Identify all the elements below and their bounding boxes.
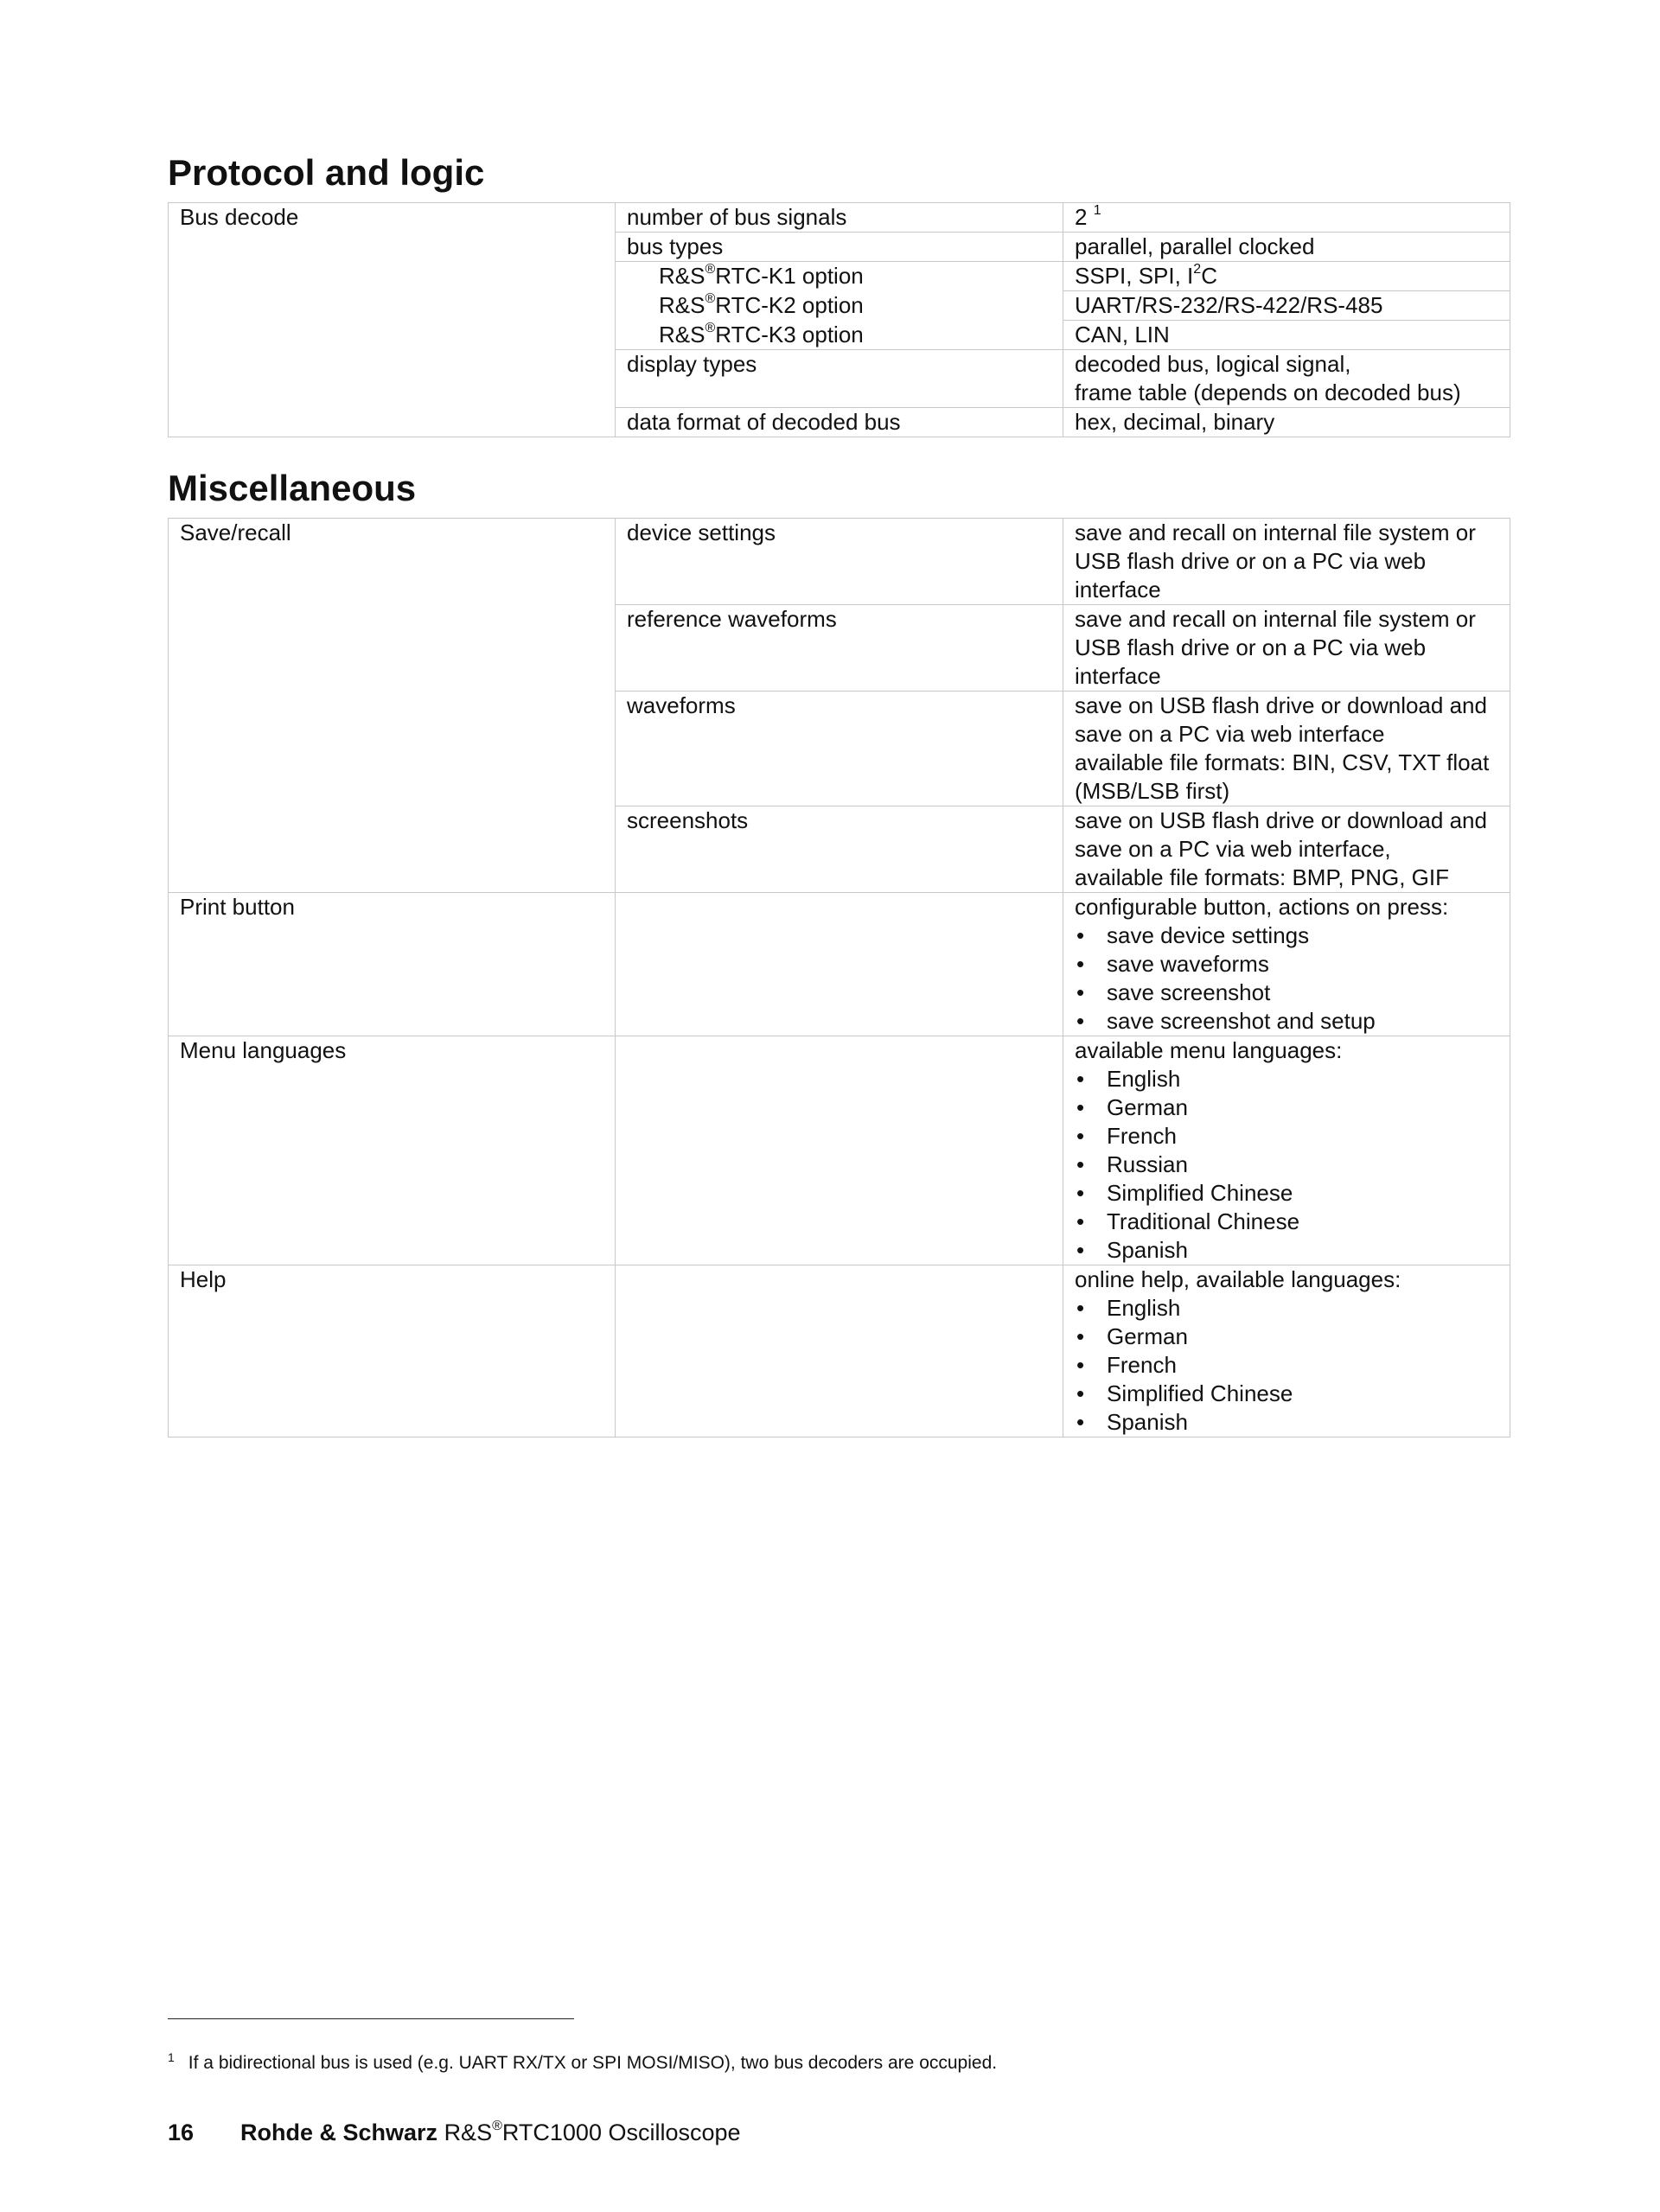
menu-languages-label: Menu languages [169, 1036, 616, 1265]
list-item: • German [1076, 1323, 1188, 1349]
k2-option-value: UART/RS-232/RS-422/RS-485 [1063, 291, 1510, 321]
footnote-number: 1 [168, 2050, 175, 2064]
print-button-list [1075, 921, 1499, 1036]
screenshots-label: screenshots [616, 806, 1063, 893]
menu-languages-list [1075, 1065, 1499, 1265]
list-item: • save device settings [1076, 922, 1310, 948]
list-item: • Simplified Chinese [1076, 1180, 1293, 1206]
list-item: • English [1076, 1295, 1181, 1321]
reference-waveforms-label: reference waveforms [616, 605, 1063, 692]
list-item: • English [1076, 1066, 1181, 1092]
k3-option-label: R&S®RTC-K3 option [616, 321, 1063, 350]
screenshots-value: save on USB flash drive or download and save on a PC via web interface, available file formats: BMP, PNG, GIF [1063, 806, 1510, 893]
list-item: • Spanish [1076, 1409, 1188, 1435]
misc-table [168, 518, 1510, 1437]
list-item: • save screenshot and setup [1076, 1008, 1376, 1034]
device-settings-value: save and recall on internal file system or USB flash drive or on a PC via web interface [1063, 519, 1510, 605]
device-settings-label: device settings [616, 519, 1063, 605]
bus-types-value: parallel, parallel clocked [1063, 233, 1510, 262]
protocol-table [168, 202, 1510, 437]
section-heading-misc: Miscellaneous [168, 468, 417, 508]
data-format-label: data format of decoded bus [616, 408, 1063, 437]
page-footer [168, 2118, 741, 2147]
empty-cell [616, 1265, 1063, 1437]
bus-decode-label: Bus decode [169, 203, 616, 437]
footnote-ref: 1 [1093, 203, 1101, 219]
list-item: • Russian [1076, 1151, 1188, 1177]
print-button-value: configurable button, actions on press: • save device settings • save waveforms • save screenshot • save screenshot and setup [1063, 893, 1510, 1036]
list-item: • save waveforms [1076, 951, 1269, 977]
k1-option-value: SSPI, SPI, $I^2C$ [1063, 262, 1510, 291]
list-item: • save screenshot [1076, 979, 1271, 1005]
print-button-label: Print button [169, 893, 616, 1036]
data-format-value: hex, decimal, binary [1063, 408, 1510, 437]
list-item: • Traditional Chinese [1076, 1208, 1300, 1234]
display-types-value: decoded bus, logical signal, frame table (depends on decoded bus) [1063, 350, 1510, 408]
footnote [168, 2052, 997, 2075]
list-item: • Spanish [1076, 1237, 1188, 1263]
num-bus-signals-label: number of bus signals [616, 203, 1063, 233]
display-types-label: display types [616, 350, 1063, 408]
save-recall-label: Save/recall [169, 519, 616, 893]
footnote-text: If a bidirectional bus is used (e.g. UART RX/TX or SPI MOSI/MISO), two bus decoders are occupied. [188, 2053, 998, 2073]
list-item: • French [1076, 1123, 1177, 1149]
menu-languages-value: available menu languages: • English • German • French • Russian • Simplified Chinese • Traditional Chinese • Spanish [1063, 1036, 1510, 1265]
k3-option-value: CAN, LIN [1063, 321, 1510, 350]
page-number: 16 [168, 2120, 195, 2145]
num-bus-signals-value: 2 $^1$ [1063, 203, 1510, 233]
help-label: Help [169, 1265, 616, 1437]
empty-cell [616, 1036, 1063, 1265]
empty-cell [616, 893, 1063, 1036]
reference-waveforms-value: save and recall on internal file system or USB flash drive or on a PC via web interface [1063, 605, 1510, 692]
waveforms-label: waveforms [616, 692, 1063, 806]
k1-option-label: R&S®RTC-K1 option [616, 262, 1063, 291]
footer-brand: Rohde & Schwarz [240, 2120, 438, 2145]
help-value: online help, available languages: • English • German • French • Simplified Chinese • Spanish [1063, 1265, 1510, 1437]
footer-product: R&S®RTC1000 Oscilloscope [444, 2119, 741, 2145]
help-languages-list [1075, 1294, 1499, 1437]
waveforms-value: save on USB flash drive or download and save on a PC via web interface available file formats: BIN, CSV, TXT float (MSB/LSB first) [1063, 692, 1510, 806]
bus-types-label: bus types [616, 233, 1063, 262]
k2-option-label: R&S®RTC-K2 option [616, 291, 1063, 321]
footnote-divider [168, 2018, 574, 2019]
list-item: • German [1076, 1094, 1188, 1120]
list-item: • Simplified Chinese [1076, 1380, 1293, 1406]
section-heading-protocol: Protocol and logic [168, 152, 485, 193]
list-item: • French [1076, 1352, 1177, 1378]
